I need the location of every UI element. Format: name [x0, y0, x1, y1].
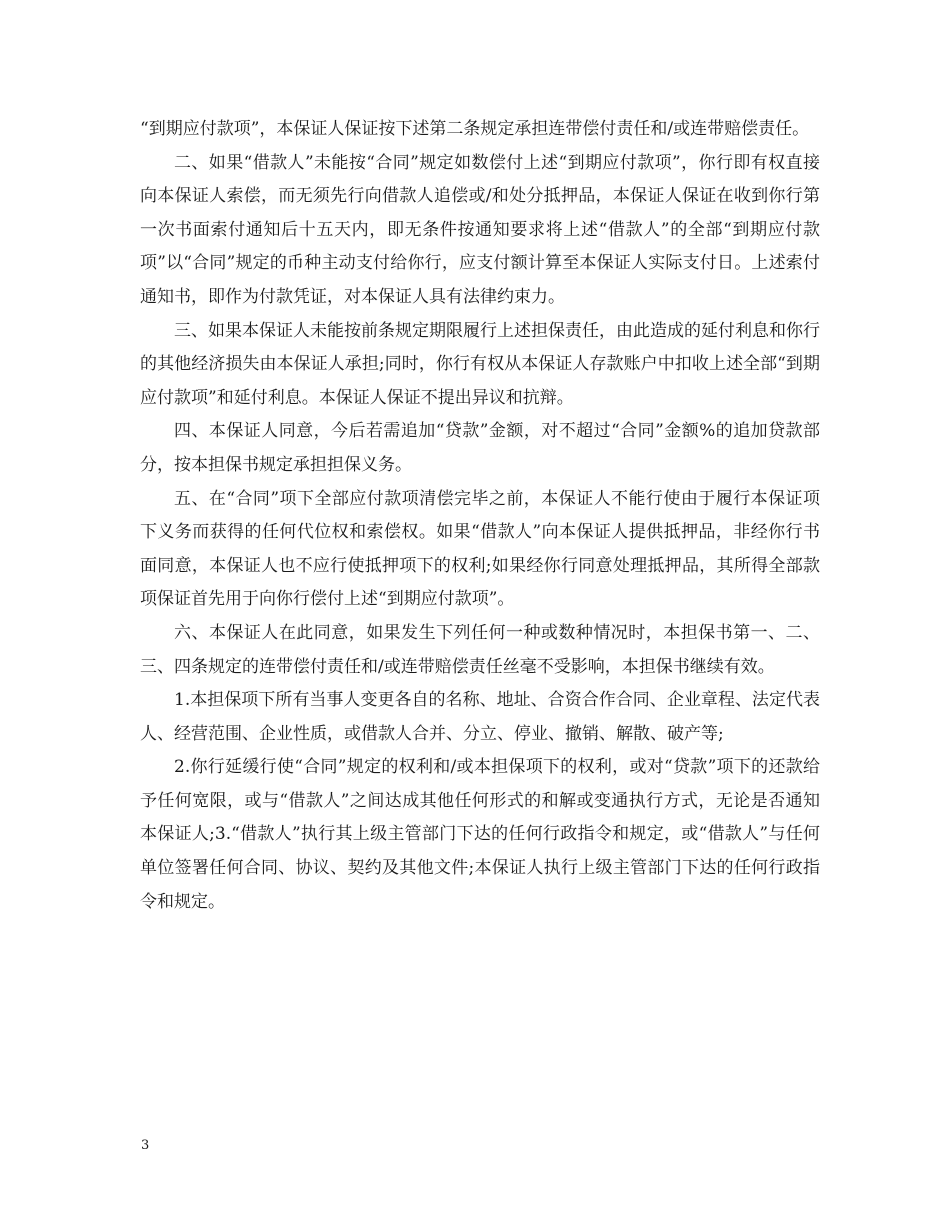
- paragraph-item-2: 2.你行延缓行使“合同”规定的权利和/或本担保项下的权利，或对“贷款”项下的还款给予任何宽限，或与“借款人”之间达成其他任何形式的和解或变通执行方式，无论是否通知本保证人;3.“借款人”执行其上级主管部门下达的任何行政指令和规定，或“借款人”与任何单位签署任何合同、协议、契约及其他文件;本保证人执行上级主管部门下达的任何行政指令和规定。: [140, 757, 820, 912]
- paragraph-continuation: “到期应付款项”，本保证人保证按下述第二条规定承担连带偿付责任和/或连带赔偿责任。: [140, 119, 810, 139]
- page-number: 3: [141, 1138, 150, 1153]
- document-body: [140, 113, 820, 919]
- paragraph-clause-4: 四、本保证人同意，今后若需追加“贷款”金额，对不超过“合同”金额%的追加贷款部分，按本担保书规定承担担保义务。: [140, 421, 820, 475]
- paragraph-clause-2: 二、如果“借款人”未能按“合同”规定如数偿付上述“到期应付款项”，你行即有权直接向本保证人索偿，而无须先行向借款人追偿或/和处分抵押品，本保证人保证在收到你行第一次书面索付通知后十五天内，即无条件按通知要求将上述“借款人”的全部“到期应付款项”以“合同”规定的币种主动支付给你行，应支付额计算至本保证人实际支付日。上述索付通知书，即作为付款凭证，对本保证人具有法律约束力。: [140, 152, 820, 307]
- paragraph-item-1: 1.本担保项下所有当事人变更各自的名称、地址、合资合作合同、企业章程、法定代表人、经营范围、企业性质，或借款人合并、分立、停业、撤销、解散、破产等;: [140, 690, 820, 744]
- paragraph-clause-5: 五、在“合同”项下全部应付款项清偿完毕之前，本保证人不能行使由于履行本保证项下义务而获得的任何代位权和索偿权。如果“借款人”向本保证人提供抵押品，非经你行书面同意，本保证人也不应行使抵押项下的权利;如果经你行同意处理抵押品，其所得全部款项保证首先用于向你行偿付上述“到期应付款项”。: [140, 488, 820, 610]
- paragraph-clause-6: 六、本保证人在此同意，如果发生下列任何一种或数种情况时，本担保书第一、二、三、四条规定的连带偿付责任和/或连带赔偿责任丝毫不受影响，本担保书继续有效。: [140, 622, 820, 677]
- paragraph-clause-3: 三、如果本保证人未能按前条规定期限履行上述担保责任，由此造成的延付利息和你行的其他经济损失由本保证人承担;同时，你行有权从本保证人存款账户中扣收上述全部“到期应付款项”和延付利息。本保证人保证不提出异议和抗辩。: [140, 320, 820, 408]
